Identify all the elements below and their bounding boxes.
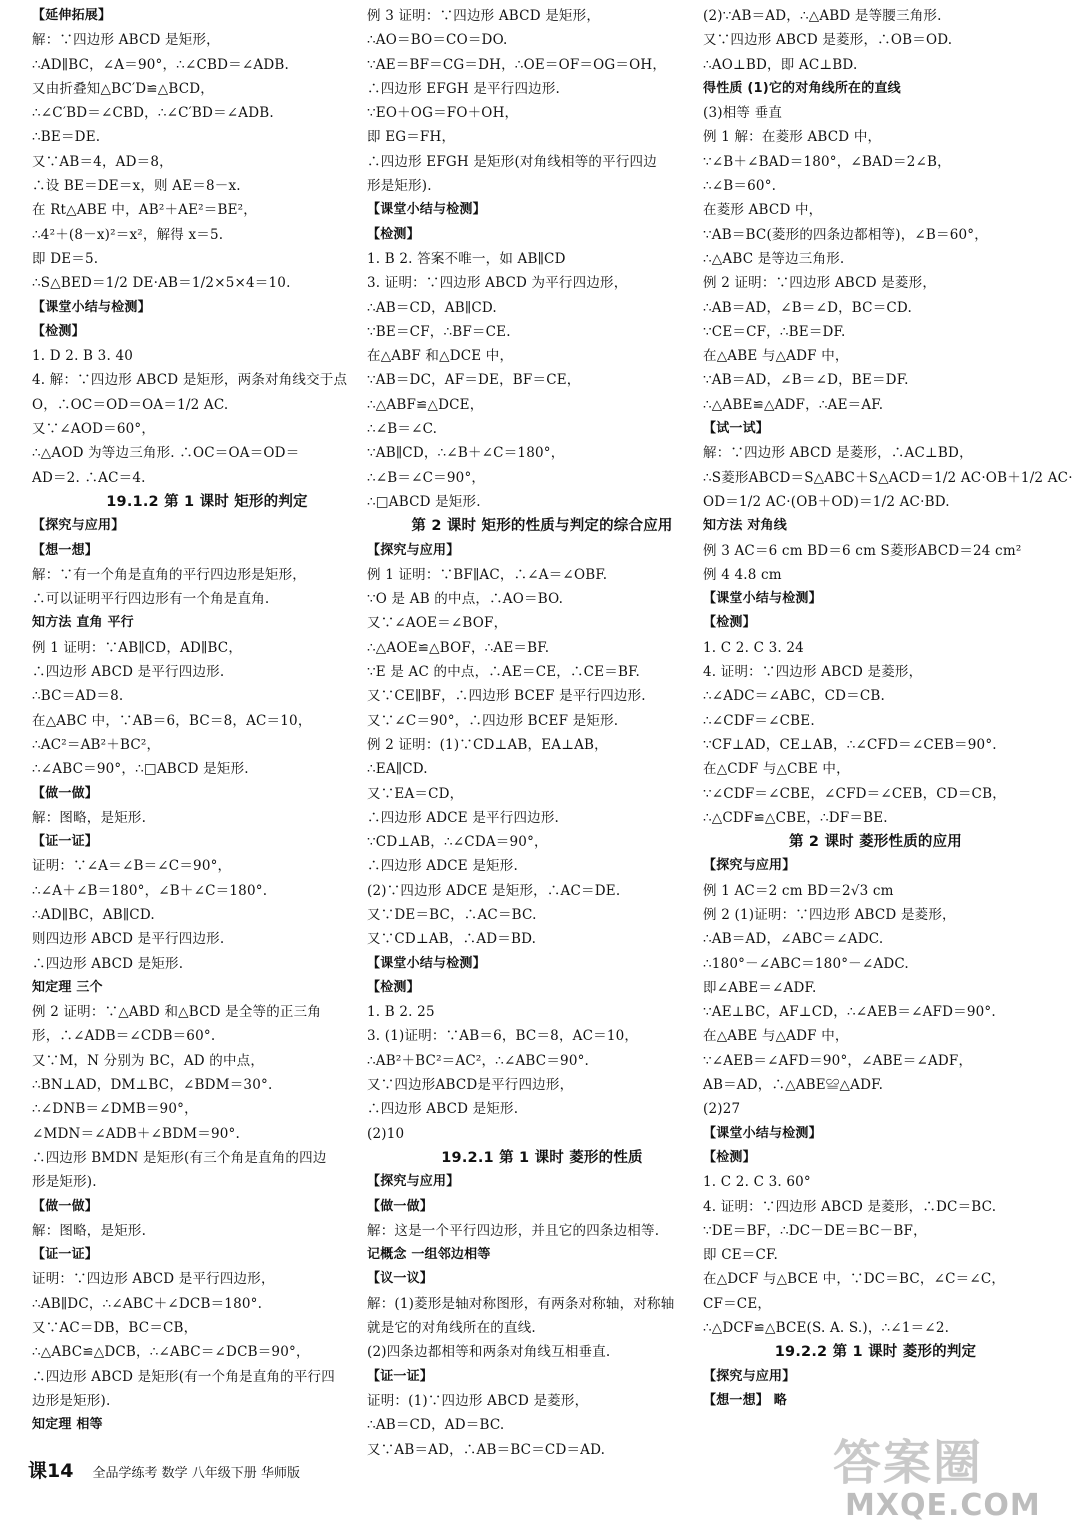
answer-line: ∴四边形 ABCD 是矩形. xyxy=(367,1101,519,1118)
answer-line: 又∵CE∥BF，∴四边形 BCEF 是平行四边形. xyxy=(367,688,646,705)
answer-line: ∴∠A＋∠B＝180°，∠B＋∠C＝180°. xyxy=(32,882,268,899)
answer-line: ∴∠B＝60°. xyxy=(703,178,777,195)
section-tag: 【检测】 xyxy=(32,323,85,339)
answer-line: ∵CD⊥AB，∴∠CDA＝90°， xyxy=(367,834,548,851)
section-tag: 【探究与应用】 xyxy=(367,1174,460,1190)
section-tag: 【想一想】 略 xyxy=(703,1392,787,1408)
book-title: 全品学练考 数学 八年级下册 华师版 xyxy=(92,1466,300,1481)
answer-line: ∵AB∥CD，∴∠B＋∠C＝180°， xyxy=(367,445,565,462)
answer-line: 例 2 证明：∵四边形 ABCD 是菱形， xyxy=(703,275,937,292)
section-tag: 【想一想】 xyxy=(32,542,99,558)
section-tag: 【课堂小结与检测】 xyxy=(367,202,486,218)
answer-line: 例 3 AC＝6 cm BD＝6 cm S菱形ABCD＝24 cm² xyxy=(703,542,1022,559)
section-tag: 【检测】 xyxy=(367,979,420,995)
section-heading: 第 2 课时 菱形性质的应用 xyxy=(788,834,963,851)
section-tag: 【探究与应用】 xyxy=(32,518,125,534)
answer-line: ∵O 是 AB 的中点，∴AO＝BO. xyxy=(367,591,564,608)
section-tag: 【试一试】 xyxy=(703,421,770,437)
section-tag: 记概念 一组邻边相等 xyxy=(367,1247,491,1263)
answer-line: 又∵∠AOE＝∠BOF， xyxy=(367,615,508,632)
answer-line: OD＝1/2 AC·(OB＋OD)＝1/2 AC·BD. xyxy=(703,493,950,510)
section-tag: 【延伸拓展】 xyxy=(32,8,112,23)
answer-line: 形是矩形). xyxy=(32,1174,97,1191)
section-tag: 得性质 (1)它的对角线所在的直线 xyxy=(703,80,901,96)
answer-line: ∴四边形 EFGH 是平行四边形. xyxy=(367,80,561,97)
section-tag: 知方法 直角 平行 xyxy=(32,615,134,631)
answer-line: ∵∠B＋∠BAD＝180°，∠BAD＝2∠B， xyxy=(703,153,951,170)
answer-line: 4. 证明：∵四边形 ABCD 是菱形，∴DC＝BC. xyxy=(703,1198,997,1215)
answer-line: ∵AB＝AD，∠B＝∠D，BE＝DF. xyxy=(703,372,909,389)
answer-line: ∴AB²＋BC²＝AC²，∴∠ABC＝90°. xyxy=(367,1052,590,1069)
answer-line: CF＝CE， xyxy=(703,1295,772,1312)
answer-line: 在△DCF 与△BCE 中，∵DC＝BC，∠C＝∠C， xyxy=(703,1271,1006,1288)
answer-line: ∴∠CDF＝∠CBE. xyxy=(703,712,815,729)
section-tag: 【课堂小结与检测】 xyxy=(367,955,486,971)
section-tag: 【做一做】 xyxy=(367,1198,434,1214)
answer-line: ∴设 BE＝DE＝x，则 AE＝8－x. xyxy=(32,178,241,195)
answer-line: ∴△ABF≌△DCE， xyxy=(367,396,484,413)
answer-line: ∴△ABC 是等边三角形. xyxy=(703,250,845,267)
answer-line: ∴AD∥BC，∠A＝90°，∴∠CBD＝∠ADB. xyxy=(32,56,289,73)
answer-line: ∴△CDF≌△CBE，∴DF＝BE. xyxy=(703,809,888,826)
column-right xyxy=(703,4,1073,1413)
section-tag: 知定理 相等 xyxy=(32,1417,103,1433)
answer-line: ∵AB＝BC(菱形的四条边都相等)，∠B＝60°， xyxy=(703,226,988,243)
answer-line: ∴△ABC≌△DCB，∴∠ABC＝∠DCB＝90°， xyxy=(32,1344,310,1361)
answer-line: 又∵AB＝4，AD＝8， xyxy=(32,153,173,170)
answer-line: 又∵DE＝BC，∴AC＝BC. xyxy=(367,906,537,923)
answer-line: ∴∠DNB＝∠DMB＝90°， xyxy=(32,1101,198,1118)
page-number: 课14 xyxy=(28,1460,74,1482)
answer-line: 形是矩形). xyxy=(367,178,432,195)
section-tag: 【课堂小结与检测】 xyxy=(32,299,151,315)
answer-line: 又∵四边形ABCD是平行四边形， xyxy=(367,1077,574,1094)
answer-line: 边形是矩形). xyxy=(32,1392,111,1409)
answer-line: 解：∵四边形 ABCD 是矩形， xyxy=(32,32,220,49)
answer-line: ∵CF⊥AD，CE⊥AB，∴∠CFD＝∠CEB＝90°. xyxy=(703,736,997,753)
section-tag: 【课堂小结与检测】 xyxy=(703,1125,822,1141)
answer-line: ∴四边形 EFGH 是矩形(对角线相等的平行四边 xyxy=(367,153,657,170)
answer-line: 例 4 4.8 cm xyxy=(703,566,782,583)
answer-line: ∵AB＝DC，AF＝DE，BF＝CE， xyxy=(367,372,581,389)
answer-line: ∴四边形 BMDN 是矩形(有三个角是直角的四边 xyxy=(32,1149,327,1166)
answer-line: ∴四边形 ABCD 是矩形. xyxy=(32,955,184,972)
answer-line: ∴AB∥DC，∴∠ABC＋∠DCB＝180°. xyxy=(32,1295,263,1312)
answer-line: 4. 证明：∵四边形 ABCD 是菱形， xyxy=(703,664,923,681)
answer-line: ∴AC²＝AB²＋BC²， xyxy=(32,736,161,753)
answer-line: ∴四边形 ADCE 是平行四边形. xyxy=(367,809,560,826)
answer-line: ∴∠C′BD＝∠CBD，∴∠C′BD＝∠ADB. xyxy=(32,105,274,122)
answer-line: ∴四边形 ABCD 是平行四边形. xyxy=(32,664,225,681)
answer-line: 1. C 2. C 3. 24 xyxy=(703,639,804,656)
answer-line: O，∴OC＝OD＝OA＝1/2 AC. xyxy=(32,396,229,413)
answer-line: 又∵EA＝CD， xyxy=(367,785,464,802)
section-tag: 知定理 三个 xyxy=(32,979,103,995)
answer-line: 例 1 AC＝2 cm BD＝2√3 cm xyxy=(703,882,894,899)
answer-line: (2)四条边都相等和两条对角线互相垂直. xyxy=(367,1344,611,1361)
answer-line: 就是它的对角线所在的直线. xyxy=(367,1320,536,1337)
answer-line: ∴△AOD 为等边三角形. ∴OC＝OA＝OD＝ xyxy=(32,445,300,462)
answer-line: ∵BE＝CF，∴BF＝CE. xyxy=(367,323,511,340)
answer-line: 解：(1)菱形是轴对称图形，有两条对称轴，对称轴 xyxy=(367,1295,675,1312)
answer-line: ∴AB＝AD，∠B＝∠D，BC＝CD. xyxy=(703,299,912,316)
answer-line: ∵∠CDF＝∠CBE，∠CFD＝∠CEB，CD＝CB， xyxy=(703,785,1006,802)
section-tag: 【检测】 xyxy=(367,226,420,242)
answer-line: ∴AO⊥BD，即 AC⊥BD. xyxy=(703,56,858,73)
answer-line: 例 2 证明：∵△ABD 和△BCD 是全等的正三角 xyxy=(32,1004,322,1021)
answer-line: 证明：∵四边形 ABCD 是平行四边形， xyxy=(32,1271,275,1288)
answer-line: ∴△AOE≌△BOF，∴AE＝BF. xyxy=(367,639,550,656)
answer-line: ∴180°－∠ABC＝180°－∠ADC. xyxy=(703,955,909,972)
section-heading: 19.1.2 第 1 课时 矩形的判定 xyxy=(106,493,308,510)
answer-line: 形，∴∠ADB＝∠CDB＝60°. xyxy=(32,1028,216,1045)
answer-line: ∴AB＝CD，AB∥CD. xyxy=(367,299,497,316)
answer-line: 又∵∠C＝90°，∴四边形 BCEF 是矩形. xyxy=(367,712,619,729)
watermark-logo xyxy=(827,1418,1041,1530)
answer-line: ∴四边形 ADCE 是矩形. xyxy=(367,858,518,875)
answer-line: ∴△ABE≌△ADF，∴AE＝AF. xyxy=(703,396,884,413)
answer-line: 在△ABE 与△ADF 中， xyxy=(703,1028,849,1045)
column-middle xyxy=(367,4,697,1462)
answer-line: 解：∵四边形 ABCD 是菱形，∴AC⊥BD， xyxy=(703,445,973,462)
answer-line: 又∵四边形 ABCD 是菱形，∴OB＝OD. xyxy=(703,32,953,49)
answer-line: (2)10 xyxy=(367,1125,405,1142)
answer-line: 又∵∠AOD＝60°， xyxy=(32,421,156,438)
section-tag: 【探究与应用】 xyxy=(703,858,796,874)
answer-line: 在△ABF 和△DCE 中， xyxy=(367,348,514,365)
answer-line: (2)∵AB＝AD，∴△ABD 是等腰三角形. xyxy=(703,8,942,24)
section-tag: 【检测】 xyxy=(703,615,756,631)
answer-line: (2)27 xyxy=(703,1101,741,1118)
section-tag: 【做一做】 xyxy=(32,1198,99,1214)
answer-line: 解：∵有一个角是直角的平行四边形是矩形， xyxy=(32,566,306,583)
answer-line: ∴∠B＝∠C. xyxy=(367,421,438,438)
answer-line: ∴EA∥CD. xyxy=(367,761,428,778)
answer-line: 在△ABC 中，∵AB＝6，BC＝8，AC＝10， xyxy=(32,712,312,729)
answer-line: 例 3 证明：∵四边形 ABCD 是矩形， xyxy=(367,8,601,24)
answer-line: ∴AD∥BC，AB∥CD. xyxy=(32,906,155,923)
answer-line: 解：图略，是矩形. xyxy=(32,1222,147,1239)
answer-line: 又由折叠知△BC′D≌△BCD， xyxy=(32,80,214,97)
answer-line: 又∵AB＝AD，∴AB＝BC＝CD＝AD. xyxy=(367,1441,606,1458)
section-heading: 第 2 课时 矩形的性质与判定的综合应用 xyxy=(411,518,673,535)
answer-line: ∴△DCF≌△BCE(S. A. S.)，∴∠1＝∠2. xyxy=(703,1320,950,1337)
answer-line: 3. (1)证明：∵AB＝6，BC＝8，AC＝10， xyxy=(367,1028,639,1045)
answer-line: AB＝AD，∴△ABE≌△ADF. xyxy=(703,1077,884,1094)
section-tag: 【证一证】 xyxy=(367,1368,434,1384)
answer-line: 3. 证明：∵四边形 ABCD 为平行四边形， xyxy=(367,275,628,292)
answer-line: (3)相等 垂直 xyxy=(703,105,783,122)
answer-line: AD＝2. ∴AC＝4. xyxy=(32,469,146,486)
answer-line: 1. B 2. 25 xyxy=(367,1004,435,1021)
answer-line: 在△CDF 与△CBE 中， xyxy=(703,761,850,778)
answer-line: ∴□ABCD 是矩形. xyxy=(367,493,481,510)
answer-line: ∴四边形 ABCD 是矩形(有一个角是直角的平行四 xyxy=(32,1368,335,1385)
answer-line: 1. C 2. C 3. 60° xyxy=(703,1174,811,1191)
answer-line: ∵DE＝BF，∴DC－DE＝BC－BF， xyxy=(703,1222,927,1239)
answer-line: 即∠ABE＝∠ADF. xyxy=(703,979,817,996)
answer-line: 又∵AC＝DB，BC＝CB， xyxy=(32,1320,198,1337)
answer-line: 例 1 解：在菱形 ABCD 中， xyxy=(703,129,882,146)
section-tag: 【证一证】 xyxy=(32,834,99,850)
section-tag: 【检测】 xyxy=(703,1149,756,1165)
answer-line: 即 CE＝CF. xyxy=(703,1247,778,1264)
answer-line: 证明：∵∠A＝∠B＝∠C＝90°， xyxy=(32,858,232,875)
answer-line: ∴AB＝CD，AD＝BC. xyxy=(367,1417,505,1434)
answer-line: 例 1 证明：∵AB∥CD，AD∥BC， xyxy=(32,639,243,656)
answer-line: ∴BE＝DE. xyxy=(32,129,101,146)
watermark-text: 答案圈 xyxy=(833,1435,984,1491)
answer-line: ∴AO＝BO＝CO＝DO. xyxy=(367,32,508,49)
answer-line: ∴4²＋(8－x)²＝x²，解得 x＝5. xyxy=(32,226,224,243)
answer-line: 4. 解：∵四边形 ABCD 是矩形，两条对角线交于点 xyxy=(32,372,348,389)
answer-line: ∵EO＋OG＝FO＋OH， xyxy=(367,105,519,122)
answer-line: 在△ABE 与△ADF 中， xyxy=(703,348,849,365)
answer-line: 又∵M，N 分别为 BC，AD 的中点， xyxy=(32,1052,265,1069)
answer-line: ∵AE＝BF＝CG＝DH，∴OE＝OF＝OG＝OH， xyxy=(367,56,667,73)
answer-line: ∴∠ADC＝∠ABC，CD＝CB. xyxy=(703,688,885,705)
section-tag: 【探究与应用】 xyxy=(703,1368,796,1384)
answer-line: (2)∵四边形 ADCE 是矩形，∴AC＝DE. xyxy=(367,882,621,899)
section-tag: 【做一做】 xyxy=(32,785,99,801)
answer-line: 即 DE＝5. xyxy=(32,250,99,267)
answer-line: 证明：(1)∵四边形 ABCD 是菱形， xyxy=(367,1392,589,1409)
answer-line: ∴BC＝AD＝8. xyxy=(32,688,124,705)
section-tag: 【议一议】 xyxy=(367,1271,434,1287)
answer-line: 则四边形 ABCD 是平行四边形. xyxy=(32,931,225,948)
section-tag: 知方法 对角线 xyxy=(703,518,787,534)
answer-line: ∵CE＝CF，∴BE＝DF. xyxy=(703,323,846,340)
answer-line: ∴AB＝AD，∠ABC＝∠ADC. xyxy=(703,931,884,948)
answer-line: ∴可以证明平行四边形有一个角是直角. xyxy=(32,591,270,608)
answer-line: ∴S菱形ABCD＝S△ABC＋S△ACD＝1/2 AC·OB＋1/2 AC· xyxy=(703,469,1073,486)
answer-line: 在 Rt△ABE 中，AB²＋AE²＝BE²， xyxy=(32,202,257,219)
answer-line: ∵AE⊥BC，AF⊥CD，∴∠AEB＝∠AFD＝90°. xyxy=(703,1004,996,1021)
section-tag: 【课堂小结与检测】 xyxy=(703,591,822,607)
answer-line: 解：图略，是矩形. xyxy=(32,809,147,826)
answer-line: 解：这是一个平行四边形，并且它的四条边相等. xyxy=(367,1222,660,1239)
watermark-url: MXQE.COM xyxy=(845,1488,1041,1523)
answer-line: ∵∠AEB＝∠AFD＝90°，∠ABE＝∠ADF， xyxy=(703,1052,973,1069)
answer-line: 又∵CD⊥AB，∴AD＝BD. xyxy=(367,931,537,948)
section-tag: 【探究与应用】 xyxy=(367,542,460,558)
answer-line: ∴∠B＝∠C＝90°， xyxy=(367,469,486,486)
section-heading: 19.2.1 第 1 课时 菱形的性质 xyxy=(441,1149,643,1166)
answer-line: 例 2 证明：(1)∵CD⊥AB，EA⊥AB， xyxy=(367,736,608,753)
column-left xyxy=(32,4,362,1438)
answer-line: ∵E 是 AC 的中点，∴AE＝CE，∴CE＝BF. xyxy=(367,664,641,681)
answer-line: ∠MDN＝∠ADB＋∠BDM＝90°. xyxy=(32,1125,240,1142)
answer-line: 在菱形 ABCD 中， xyxy=(703,202,823,219)
answer-line: ∴∠ABC＝90°，∴□ABCD 是矩形. xyxy=(32,761,249,778)
answer-line: 例 2 (1)证明：∵四边形 ABCD 是菱形， xyxy=(703,906,956,923)
answer-line: 1. B 2. 答案不唯一，如 AB∥CD xyxy=(367,250,566,267)
section-tag: 【证一证】 xyxy=(32,1247,99,1263)
answer-line: 例 1 证明：∵BF∥AC，∴∠A＝∠OBF. xyxy=(367,566,608,583)
answer-line: 1. D 2. B 3. 40 xyxy=(32,348,134,365)
page-footer xyxy=(28,1456,428,1486)
answer-line: ∴S△BED＝1/2 DE·AB＝1/2×5×4＝10. xyxy=(32,275,291,292)
answer-line: ∴BN⊥AD，DM⊥BC，∠BDM＝30°. xyxy=(32,1077,273,1094)
section-heading: 19.2.2 第 1 课时 菱形的判定 xyxy=(774,1344,977,1361)
answer-line: 即 EG＝FH， xyxy=(367,129,456,146)
